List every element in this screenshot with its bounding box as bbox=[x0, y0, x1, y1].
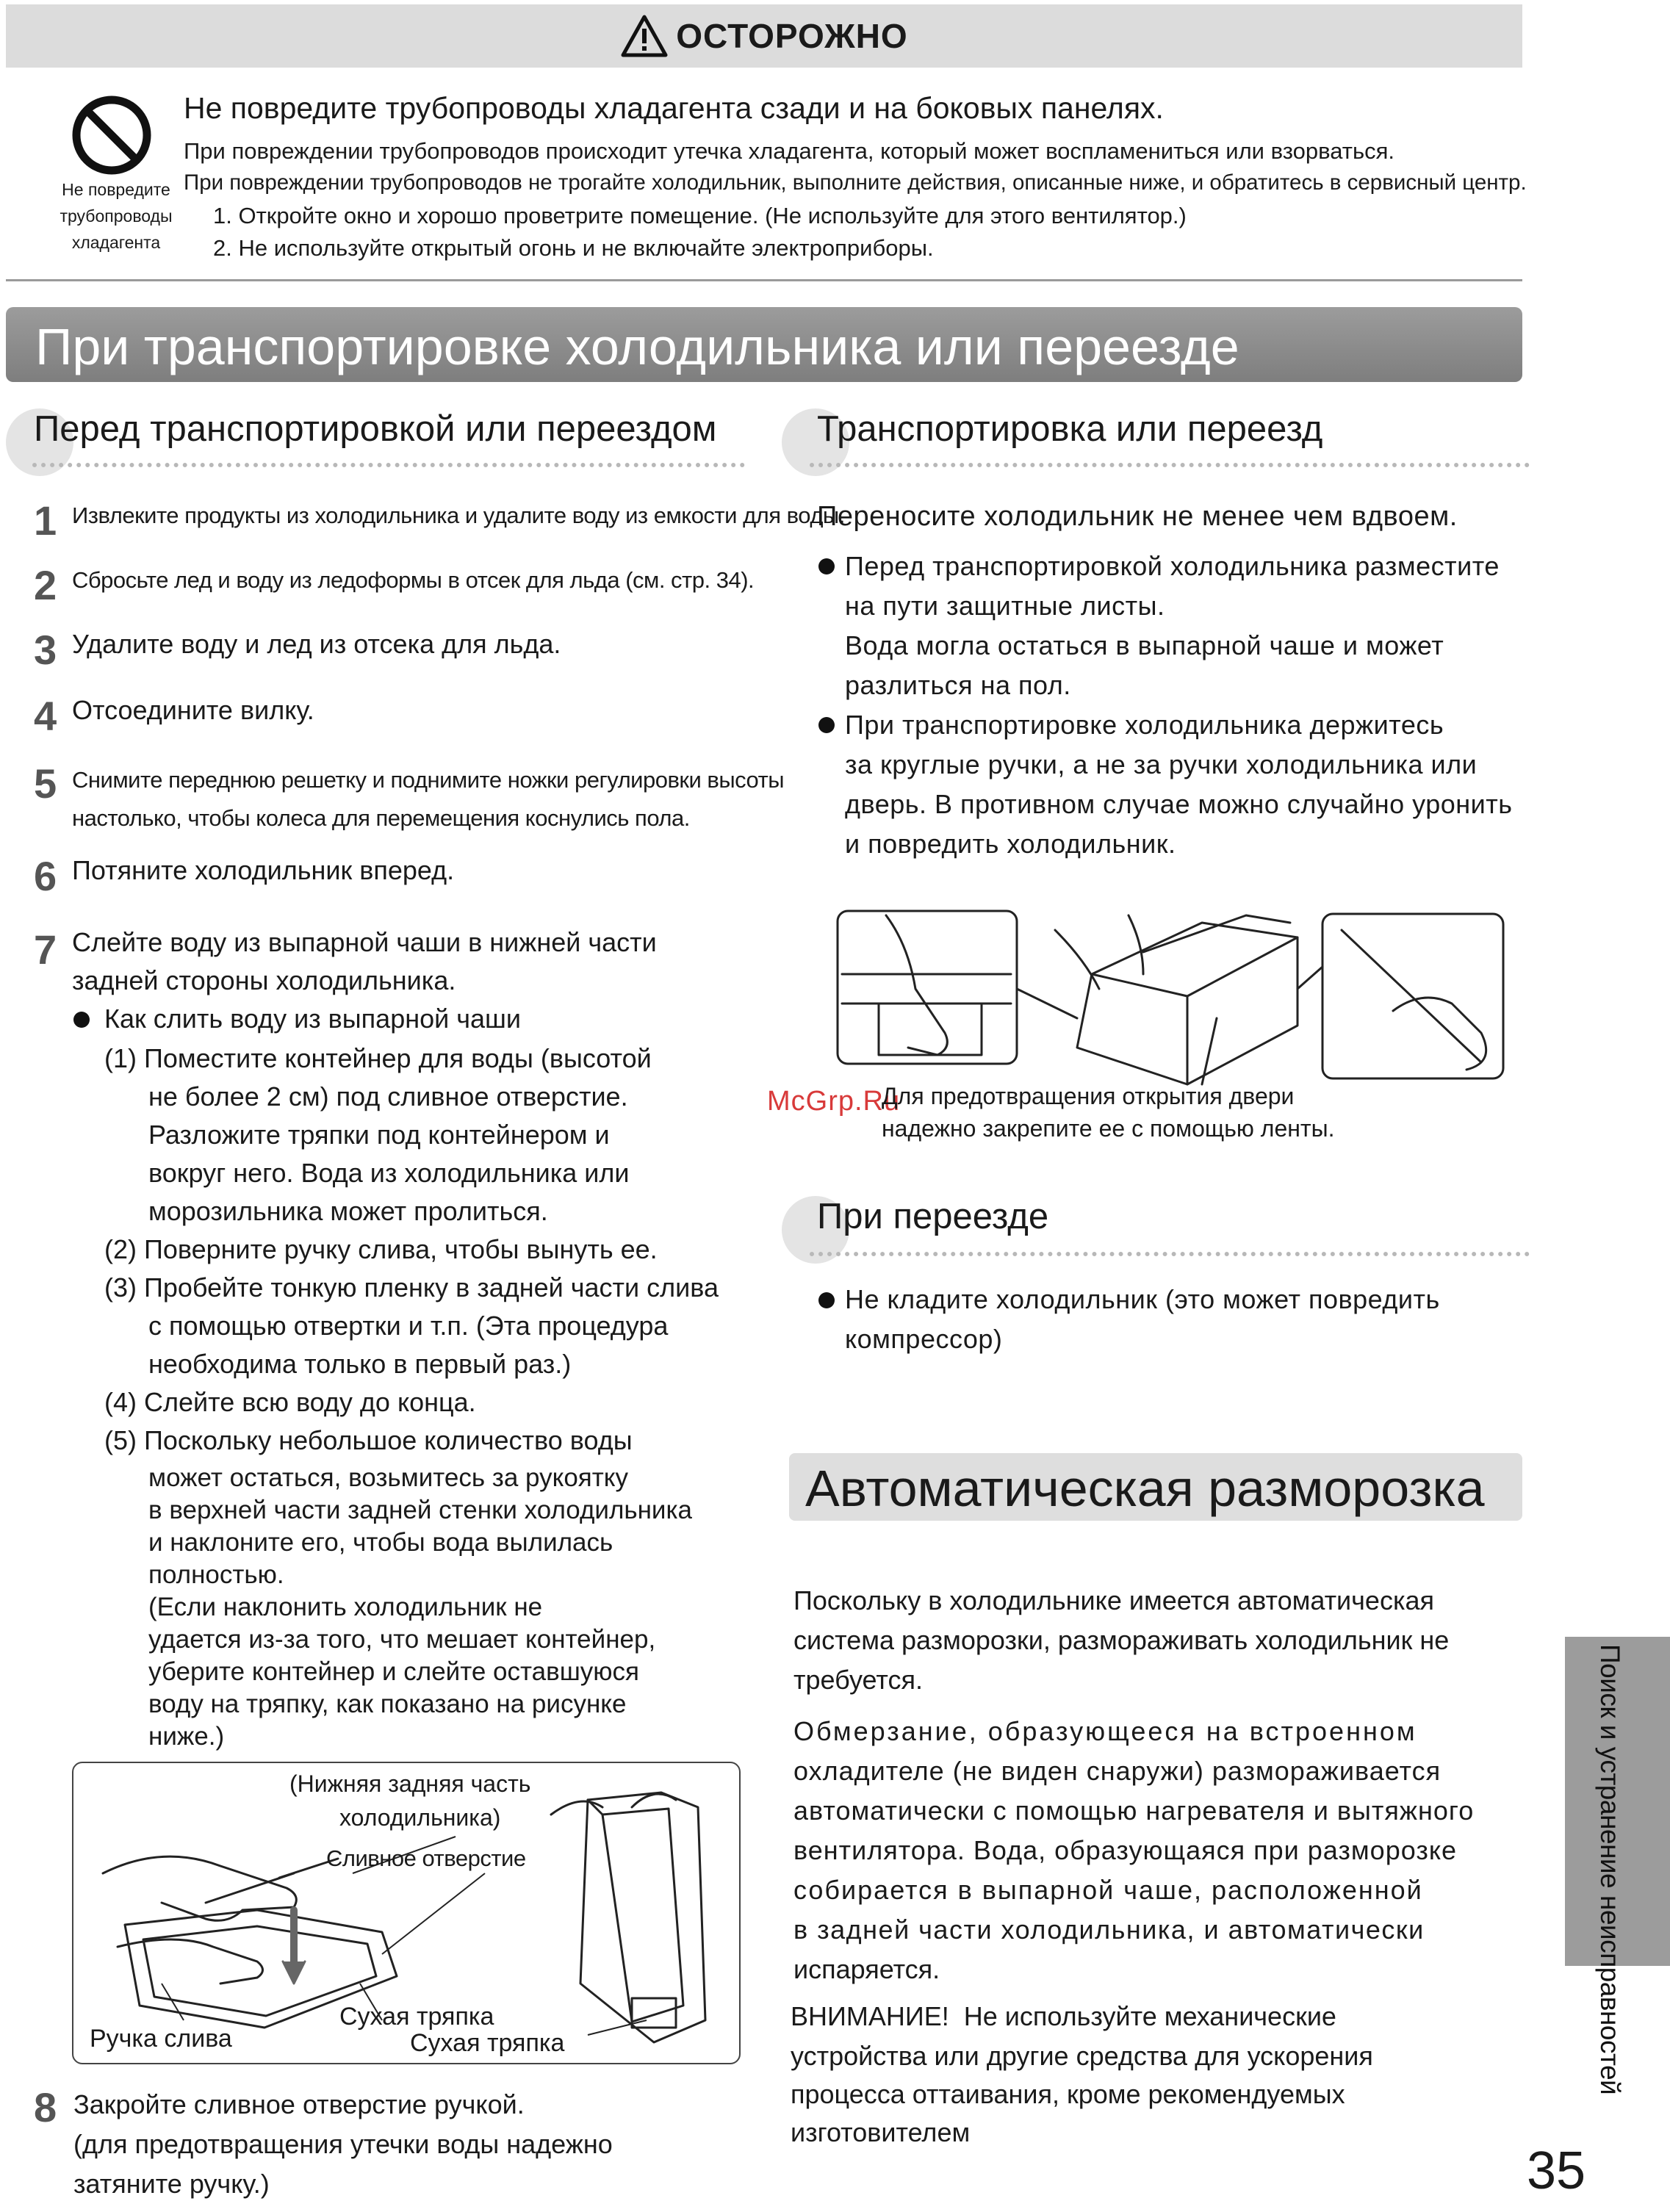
defrost-text: в задней части холодильника, и автоматически bbox=[793, 1914, 1425, 1945]
defrost-warning: ВНИМАНИЕ! Не используйте механические bbox=[791, 2001, 1336, 2031]
section-title: При транспортировке холодильника или переезде bbox=[35, 318, 1239, 375]
bullet-icon bbox=[818, 558, 835, 574]
defrost-warning: процесса оттаивания, кроме рекомендуемых bbox=[791, 2079, 1345, 2109]
side-tab bbox=[1565, 1637, 1670, 2095]
defrost-text: требуется. bbox=[793, 1665, 923, 1695]
step-number: 1 bbox=[34, 497, 57, 544]
caution-text: При повреждении трубопроводов происходит утечка хладагента, который может воспламениться или взорваться. bbox=[184, 138, 1395, 164]
defrost-text: Поскольку в холодильнике имеется автоматическая bbox=[793, 1585, 1434, 1615]
drain-step-text: (4) Слейте всю воду до конца. bbox=[104, 1387, 476, 1417]
transport-text: на пути защитные листы. bbox=[845, 591, 1165, 621]
dotted-rule bbox=[32, 463, 745, 467]
figure-label: (Нижняя задняя часть bbox=[289, 1770, 531, 1797]
step-number: 2 bbox=[34, 562, 57, 608]
transport-text: разлиться на пол. bbox=[845, 670, 1071, 700]
step-text: Снимите переднюю решетку и поднимите ножки регулировки высоты bbox=[72, 767, 785, 793]
transport-text: дверь. В противном случае можно случайно уронить bbox=[845, 789, 1513, 819]
defrost-text: охладителе (не виден снаружи) размораживается bbox=[793, 1756, 1442, 1786]
defrost-text: система разморозки, размораживать холодильник не bbox=[793, 1625, 1450, 1655]
defrost-warning: изготовителем bbox=[791, 2117, 971, 2147]
bullet-icon bbox=[73, 1012, 90, 1028]
step-text: (для предотвращения утечки воды надежно bbox=[73, 2129, 613, 2159]
figure-caption: надежно закрепите ее с помощью ленты. bbox=[882, 1115, 1335, 1142]
drain-step-text: может остаться, возьмитесь за рукоятку bbox=[148, 1463, 628, 1492]
figure-label: Сливное отверстие bbox=[326, 1845, 526, 1871]
defrost-text: испаряется. bbox=[793, 1954, 940, 1984]
page-number: 35 bbox=[1527, 2141, 1586, 2200]
moving-heading: При переезде bbox=[817, 1197, 1049, 1236]
drain-step-text: (1) Поместите контейнер для воды (высотой bbox=[104, 1043, 652, 1073]
drain-step-text: в верхней части задней стенки холодильника bbox=[148, 1496, 693, 1524]
drain-step-text: не более 2 см) под сливное отверстие. bbox=[148, 1081, 628, 1112]
step-text: настолько, чтобы колеса для перемещения коснулись пола. bbox=[72, 805, 690, 831]
caution-banner bbox=[6, 4, 1522, 68]
dotted-rule bbox=[810, 1252, 1530, 1256]
drain-step-text: (Если наклонить холодильник не bbox=[148, 1593, 543, 1621]
bullet-icon bbox=[818, 1292, 835, 1308]
drain-step-text: удается из-за того, что мешает контейнер, bbox=[148, 1625, 656, 1654]
figure-label: холодильника) bbox=[339, 1804, 501, 1831]
bullet-icon bbox=[818, 717, 835, 733]
prohibition-icon bbox=[71, 94, 153, 176]
step-text: Сбросьте лед и воду из ледоформы в отсек для льда (см. стр. 34). bbox=[72, 567, 755, 593]
drain-step-text: вокруг него. Вода из холодильника или bbox=[148, 1158, 630, 1188]
figure-caption: Для предотвращения открытия двери bbox=[882, 1083, 1295, 1109]
step-number: 5 bbox=[34, 760, 57, 807]
step-text: Удалите воду и лед из отсека для льда. bbox=[72, 629, 561, 659]
drain-step-text: полностью. bbox=[148, 1560, 284, 1589]
step-text: Отсоедините вилку. bbox=[72, 695, 314, 725]
drain-step-text: Разложите тряпки под контейнером и bbox=[148, 1120, 610, 1150]
transport-text: Перед транспортировкой холодильника разместите bbox=[845, 551, 1500, 581]
step-number: 8 bbox=[34, 2084, 57, 2130]
step-text: Закройте сливное отверстие ручкой. bbox=[73, 2089, 525, 2119]
transport-illustration bbox=[835, 901, 1511, 1092]
step-number: 7 bbox=[34, 926, 57, 973]
transport-lead: Переносите холодильник не менее чем вдвоем. bbox=[817, 501, 1458, 532]
warning-triangle-icon bbox=[620, 14, 669, 58]
transport-text: за круглые ручки, а не за ручки холодильника или bbox=[845, 749, 1478, 779]
transport-heading: Транспортировка или переезд bbox=[817, 409, 1323, 449]
step-text: Слейте воду из выпарной чаши в нижней части bbox=[72, 927, 657, 957]
defrost-text: вентилятора. Вода, образующаяся при разморозке bbox=[793, 1835, 1458, 1865]
side-tab-label: Поиск и устранение неисправностей bbox=[1595, 1644, 1625, 2095]
drain-step-text: (2) Поверните ручку слива, чтобы вынуть ее. bbox=[104, 1234, 658, 1264]
caution-heading: Не повредите трубопроводы хладагента сзади и на боковых панелях. bbox=[184, 91, 1164, 125]
before-heading: Перед транспортировкой или переездом bbox=[34, 409, 717, 449]
drain-step-text: (3) Пробейте тонкую пленку в задней части слива bbox=[104, 1272, 719, 1303]
step-number: 4 bbox=[34, 693, 57, 739]
transport-text: Вода могла остаться в выпарной чаше и может bbox=[845, 630, 1444, 660]
drain-step-text: морозильника может пролиться. bbox=[148, 1196, 548, 1226]
drain-step-text: и наклоните его, чтобы вода вылилась bbox=[148, 1528, 613, 1557]
step-number: 3 bbox=[34, 627, 57, 673]
defrost-warning: устройства или другие средства для ускорения bbox=[791, 2041, 1373, 2071]
caution-title: ОСТОРОЖНО bbox=[676, 17, 908, 55]
divider bbox=[6, 279, 1522, 281]
section-banner bbox=[6, 307, 1522, 382]
step-text: затяните ручку.) bbox=[73, 2169, 270, 2199]
bullet-text: Как слить воду из выпарной чаши bbox=[104, 1004, 521, 1034]
caution-step: 1. Откройте окно и хорошо проветрите помещение. (Не используйте для этого вентилятор.) bbox=[213, 203, 1187, 228]
drain-step-text: с помощью отвертки и т.п. (Эта процедура bbox=[148, 1311, 669, 1341]
defrost-text: автоматически с помощью нагревателя и вытяжного bbox=[793, 1795, 1475, 1826]
transport-text: При транспортировке холодильника держитесь bbox=[845, 710, 1444, 740]
figure-label: Ручка слива bbox=[90, 2025, 232, 2053]
drain-step-text: ниже.) bbox=[148, 1722, 225, 1751]
defrost-banner bbox=[789, 1453, 1522, 1521]
caution-step: 2. Не используйте открытый огонь и не включайте электроприборы. bbox=[213, 235, 934, 261]
step-text: Извлеките продукты из холодильника и удалите воду из емкости для воды. bbox=[72, 502, 845, 528]
drain-step-text: необходима только в первый раз.) bbox=[148, 1349, 572, 1379]
transport-text: и повредить холодильник. bbox=[845, 829, 1176, 859]
drain-step-text: уберите контейнер и слейте оставшуюся bbox=[148, 1657, 639, 1686]
step-number: 6 bbox=[34, 853, 57, 899]
figure-label: Сухая тряпка bbox=[410, 2029, 565, 2057]
prohibition-label: Не повредите трубопроводы хладагента bbox=[60, 180, 173, 252]
watermark: McGrp.Ru bbox=[767, 1086, 901, 1117]
moving-text: компрессор) bbox=[845, 1324, 1003, 1354]
drain-step-text: (5) Поскольку небольшое количество воды bbox=[104, 1425, 633, 1455]
figure-label: Сухая тряпка bbox=[339, 2003, 494, 2031]
moving-text: Не кладите холодильник (это может повредить bbox=[845, 1284, 1440, 1314]
dotted-rule bbox=[810, 463, 1530, 467]
caution-text: При повреждении трубопроводов не трогайте холодильник, выполните действия, описанные ниже, и обратитесь в сервисный центр. bbox=[184, 170, 1527, 195]
drain-step-text: воду на тряпку, как показано на рисунке bbox=[148, 1690, 627, 1718]
defrost-text: собирается в выпарной чаше, расположенной bbox=[793, 1875, 1423, 1905]
defrost-text: Обмерзание, образующееся на встроенном bbox=[793, 1716, 1417, 1746]
step-text: задней стороны холодильника. bbox=[72, 965, 456, 995]
defrost-title: Автоматическая разморозка bbox=[805, 1460, 1485, 1517]
step-text: Потяните холодильник вперед. bbox=[72, 855, 455, 885]
